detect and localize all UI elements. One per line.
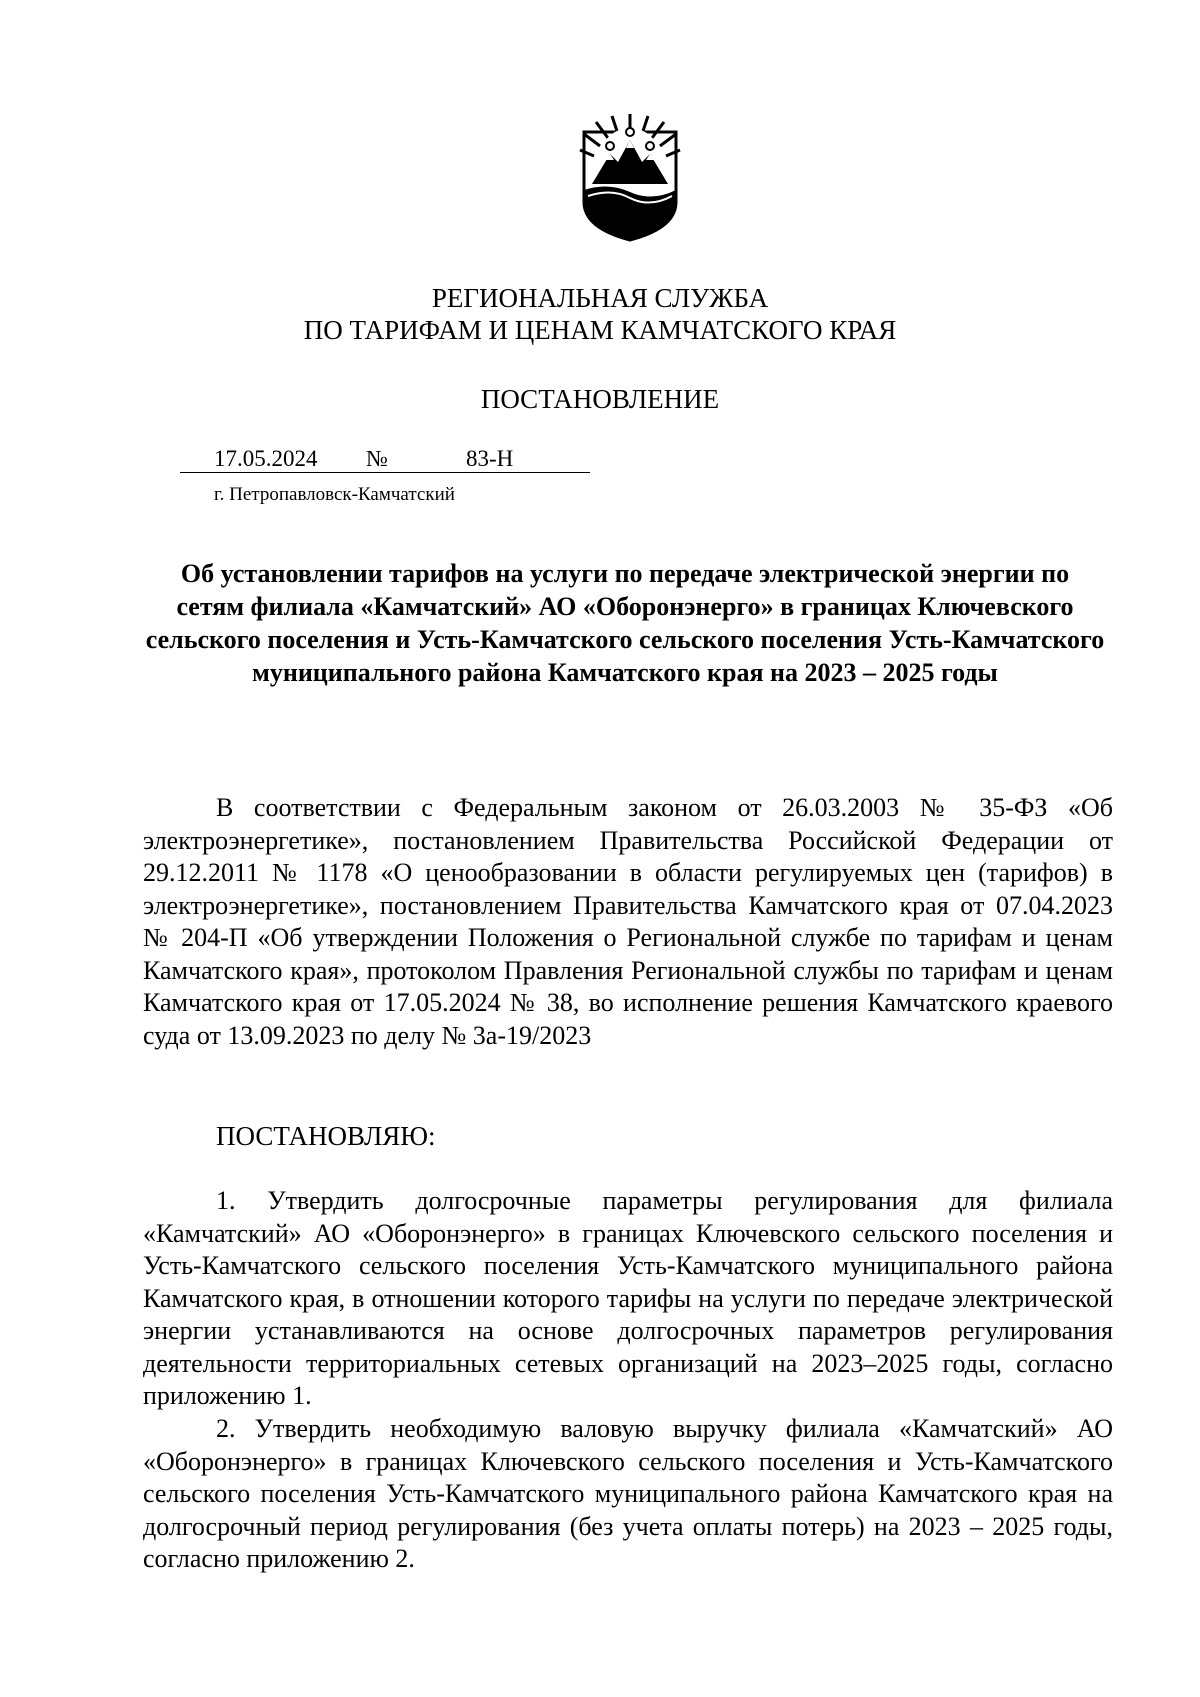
document-number: 83-Н [466,446,514,471]
document-type: ПОСТАНОВЛЕНИЕ [480,384,720,414]
preamble-paragraph: В соответствии с Федеральным законом от 26.03.2003 № 35-ФЗ «Об электроэнергетике», постановлением Правительства Российской Федерации от 29.12.2011 № 1178 «О ценообразовании в области регулируемых цен (тарифов) в электроэнергетике», постановлением Правительства Камчатского края от 07.04.2023 № 204-П «Об утверждении Положения о Региональной службе по тарифам и ценам Камчатского края», протоколом Правления Региональной службы по тарифам и ценам Камчатского края от 17.05.2024 № 38, во исполнение решения Камчатского краевого суда от 13.09.2023 по делу № 3а-19/2023 [143,793,1113,1050]
decree-item-2: 2. Утвердить необходимую валовую выручку филиала «Камчатский» АО «Оборонэнерго» в границах Ключевского сельского поселения и Усть-Камчатского сельского поселения Усть-Камчатского муниципального района Камчатского края на долгосрочный период регулирования (без учета оплаты потерь) на 2023 – 2025 годы, согласно приложению 2. [143,1414,1113,1573]
document-title: Об установлении тарифов на услуги по передаче электрической энергии по сетям филиала «Камчатский» АО «Оборонэнерго» в границах Ключевского сельского поселения и Усть-Камчатского сельского поселения Усть-Камчатского муниципального района Камчатского края на 2023 – 2025 годы [145,559,1105,687]
decree-word: ПОСТАНОВЛЯЮ: [216,1121,436,1151]
org-name-line-1: РЕГИОНАЛЬНАЯ СЛУЖБА [431,283,769,313]
org-name-line-2: ПО ТАРИФАМ И ЦЕНАМ КАМЧАТСКОГО КРАЯ [303,315,897,345]
kamchatka-coat-of-arms-icon [578,110,682,242]
number-sign: № [366,446,388,471]
document-date: 17.05.2024 [214,446,318,471]
date-number-underline [180,472,590,473]
decree-item-1: 1. Утвердить долгосрочные параметры регулирования для филиала «Камчатский» АО «Оборонэнерго» в границах Ключевского сельского поселения и Усть-Камчатского сельского поселения Усть-Камчатского муниципального района Камчатского края, в отношении которого тарифы на услуги по передаче электрической энергии устанавливаются на основе долгосрочных параметров регулирования деятельности территориальных сетевых организаций на 2023–2025 годы, согласно приложению 1. [143,1186,1113,1410]
document-city: г. Петропавловск-Камчатский [214,484,455,505]
